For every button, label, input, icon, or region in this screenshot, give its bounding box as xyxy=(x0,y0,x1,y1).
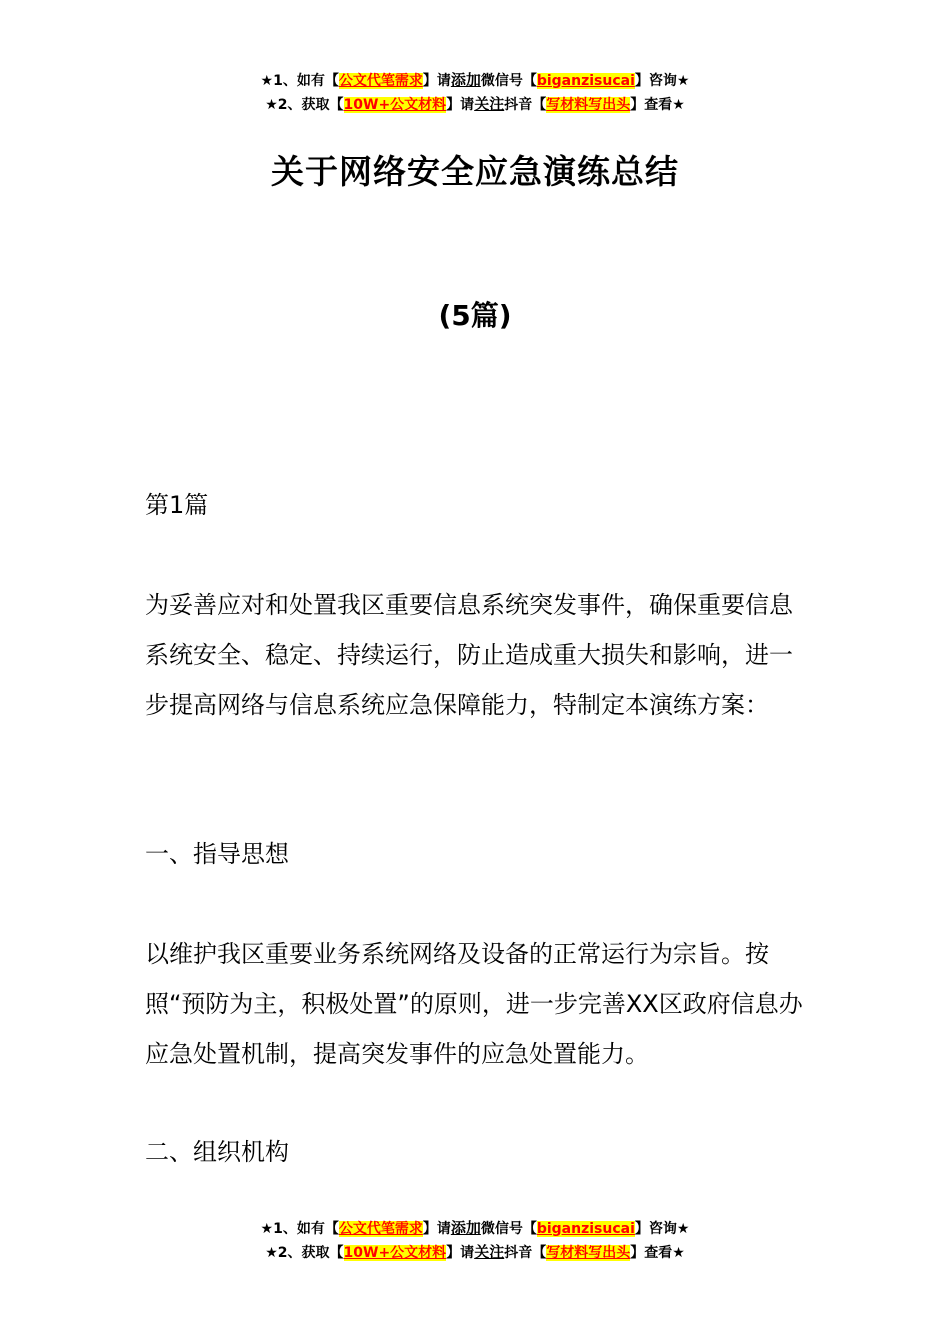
section-heading-organization: 二、组织机构 xyxy=(145,1138,289,1166)
banner-highlight-douyin: 写材料写出头 xyxy=(546,1245,631,1261)
banner-highlight-materials: 10W+公文材料 xyxy=(343,97,447,113)
banner-line-1: ★1、如有【公文代笔需求】请添加微信号【biganzisucai】咨询★ xyxy=(260,71,690,89)
banner-line-2: ★2、获取【10W+公文材料】请关注抖音【写材料写出头】查看★ xyxy=(265,95,685,113)
banner-highlight-service: 公文代笔需求 xyxy=(338,1221,423,1237)
paragraph-guiding-ideology: 以维护我区重要业务系统网络及设备的正常运行为宗旨。按照“预防为主，积极处置”的原则，进一步完善XX区政府信息办应急处置机制，提高突发事件的应急处置能力。 xyxy=(145,940,803,1068)
banner-highlight-douyin: 写材料写出头 xyxy=(546,97,631,113)
banner-highlight-service: 公文代笔需求 xyxy=(338,73,423,89)
banner-highlight-materials: 10W+公文材料 xyxy=(343,1245,447,1261)
section-heading-guiding-ideology: 一、指导思想 xyxy=(145,840,289,868)
document-subtitle: (5篇) xyxy=(438,299,512,332)
banner-highlight-wechat-id: biganzisucai xyxy=(536,1221,635,1237)
header-banner xyxy=(0,68,950,116)
footer-banner xyxy=(0,1216,950,1264)
chapter-label: 第1篇 xyxy=(145,491,209,519)
document-title: 关于网络安全应急演练总结 xyxy=(271,152,679,191)
banner-line-1: ★1、如有【公文代笔需求】请添加微信号【biganzisucai】咨询★ xyxy=(260,1219,690,1237)
banner-highlight-wechat-id: biganzisucai xyxy=(536,73,635,89)
banner-line-2: ★2、获取【10W+公文材料】请关注抖音【写材料写出头】查看★ xyxy=(265,1243,685,1261)
paragraph-intro: 为妥善应对和处置我区重要信息系统突发事件，确保重要信息系统安全、稳定、持续运行，防止造成重大损失和影响，进一步提高网络与信息系统应急保障能力，特制定本演练方案： xyxy=(145,591,793,719)
